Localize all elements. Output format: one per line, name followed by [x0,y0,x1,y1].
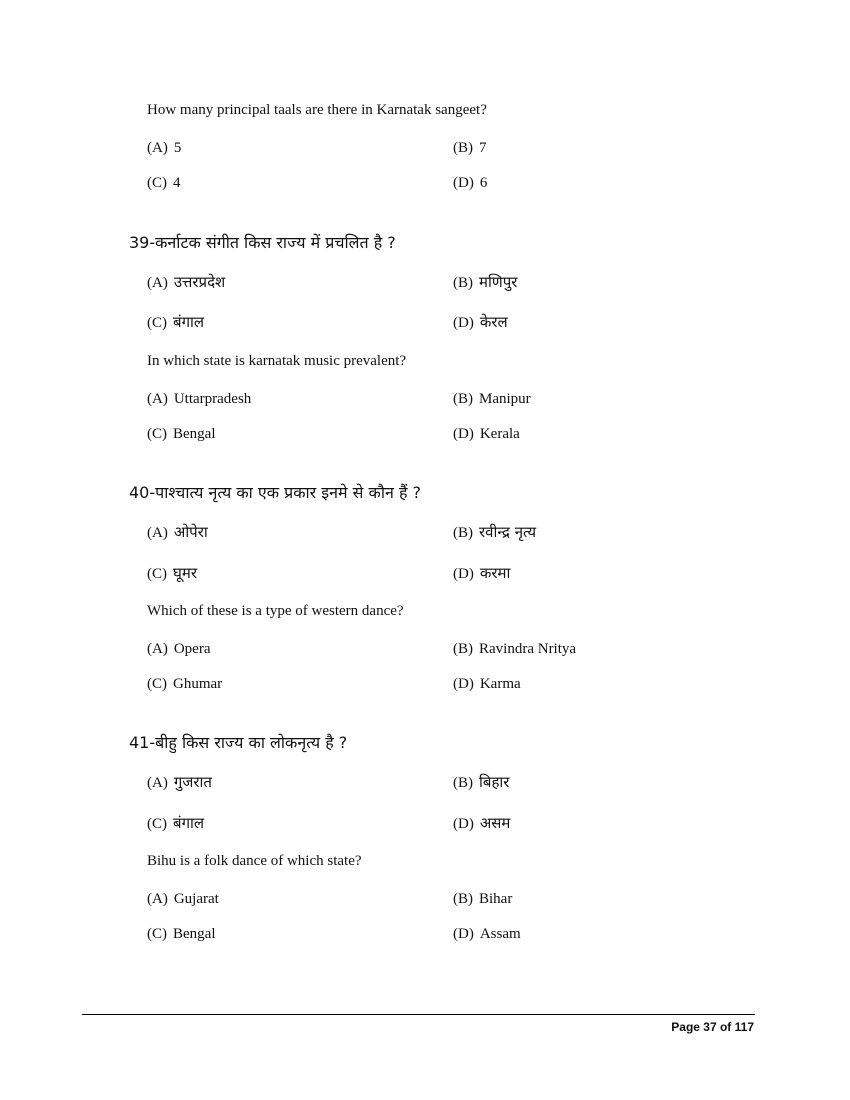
q40-hindi-option-d: (D) करमा [453,564,511,582]
q41-option-b: (B) Bihar [453,891,513,907]
q40-option-d: (D) Karma [453,676,521,692]
q38-option-a: (A) 5 [147,140,182,156]
q39-option-b: (B) Manipur [453,391,531,407]
q40-hindi-option-a: (A) ओपेरा [147,523,208,541]
question-40-english: Which of these is a type of western dance? [147,603,404,619]
q39-hindi-option-a: (A) उत्तरप्रदेश [147,273,226,291]
q41-option-a: (A) Gujarat [147,891,219,907]
question-39-hindi: 39-कर्नाटक संगीत किस राज्य में प्रचलित है ? [129,233,396,252]
q38-option-c: (C) 4 [147,175,181,191]
q40-option-b: (B) Ravindra Nritya [453,641,577,657]
q41-option-c: (C) Bengal [147,926,216,942]
q38-option-d: (D) 6 [453,175,488,191]
q41-option-d: (D) Assam [453,926,521,942]
q41-hindi-option-d: (D) असम [453,814,511,832]
q39-hindi-option-b: (B) मणिपुर [453,273,518,291]
q40-hindi-option-b: (B) रवीन्द्र नृत्य [453,523,537,541]
q39-option-a: (A) Uttarpradesh [147,391,252,407]
q40-option-a: (A) Opera [147,641,211,657]
question-41-english: Bihu is a folk dance of which state? [147,853,362,869]
page-number: Page 37 of 117 [671,1020,754,1034]
q39-option-c: (C) Bengal [147,426,216,442]
q40-option-c: (C) Ghumar [147,676,223,692]
question-38-english: How many principal taals are there in Karnatak sangeet? [147,102,487,118]
q41-hindi-option-c: (C) बंगाल [147,814,205,832]
q39-hindi-option-d: (D) केरल [453,313,508,331]
footer-divider [82,1014,755,1015]
question-40-hindi: 40-पाश्चात्य नृत्य का एक प्रकार इनमे से कौन हैं ? [129,483,422,502]
q41-hindi-option-b: (B) बिहार [453,773,510,791]
question-39-english: In which state is karnatak music prevalent? [147,353,407,369]
q41-hindi-option-a: (A) गुजरात [147,773,212,791]
q38-option-b: (B) 7 [453,140,487,156]
q40-hindi-option-c: (C) घूमर [147,564,197,582]
q39-option-d: (D) Kerala [453,426,520,442]
q39-hindi-option-c: (C) बंगाल [147,313,205,331]
question-41-hindi: 41-बीहु किस राज्य का लोकनृत्य है ? [129,733,348,752]
